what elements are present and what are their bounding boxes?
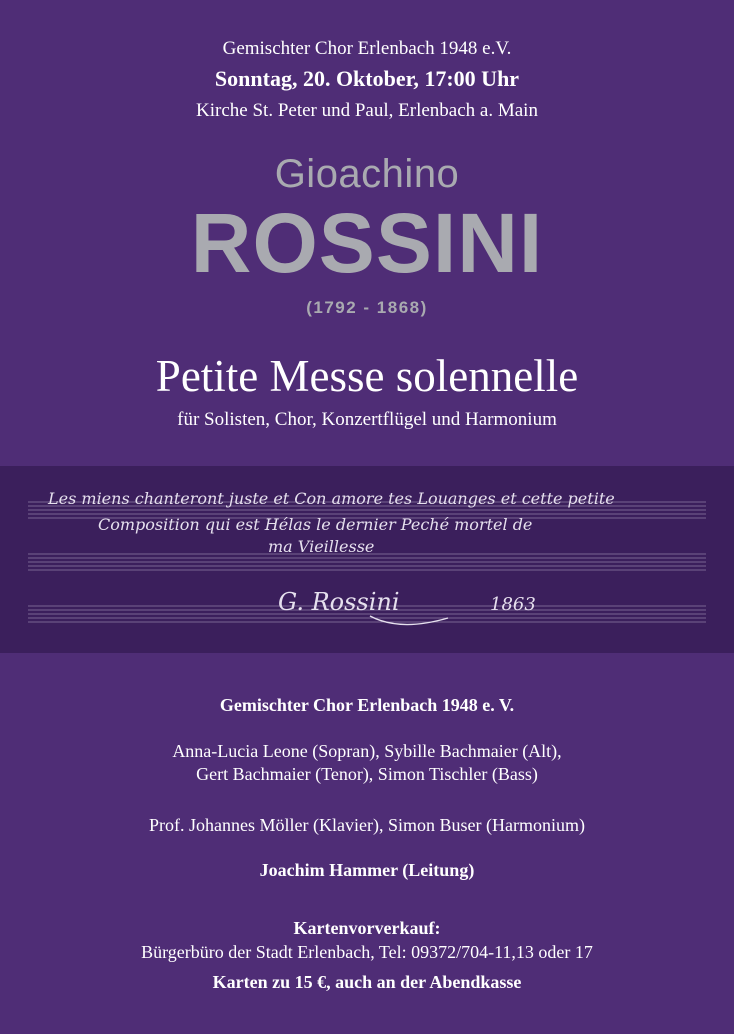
- manuscript-line-3: ma Vieillesse: [268, 537, 375, 556]
- manuscript-line-1: Les miens chanteront juste et Con amore tes Louanges et cette petite: [48, 489, 615, 508]
- composer-dates: (1792 - 1868): [306, 298, 428, 317]
- ticket-price: Karten zu 15 €, auch an der Abendkasse: [212, 972, 522, 992]
- ticket-office: Bürgerbüro der Stadt Erlenbach, Tel: 09372/704-11,13 oder 17: [141, 942, 593, 962]
- tickets-heading: Kartenvorverkauf:: [293, 918, 441, 938]
- choir-name: Gemischter Chor Erlenbach 1948 e. V.: [219, 695, 515, 715]
- manuscript-staff: [0, 466, 734, 653]
- signature-flourish: [370, 616, 448, 625]
- manuscript-line-2: Composition qui est Hélas le dernier Peché mortel de: [98, 515, 533, 534]
- composer-last-name: ROSSINI: [190, 196, 544, 290]
- conductor: Joachim Hammer (Leitung): [259, 860, 475, 880]
- soloists-line-2: Gert Bachmaier (Tenor), Simon Tischler (Bass): [196, 764, 538, 784]
- composer-first-name: Gioachino: [274, 152, 460, 196]
- concert-date: Sonntag, 20. Oktober, 17:00 Uhr: [214, 66, 520, 91]
- instrumentalists: Prof. Johannes Möller (Klavier), Simon Buser (Harmonium): [149, 815, 585, 835]
- manuscript-signature: G. Rossini: [278, 588, 400, 616]
- manuscript-image: [0, 466, 734, 653]
- work-title: Petite Messe solennelle: [155, 351, 579, 401]
- organizer: Gemischter Chor Erlenbach 1948 e.V.: [222, 38, 512, 59]
- soloists-line-1: Anna-Lucia Leone (Sopran), Sybille Bachmaier (Alt),: [172, 741, 562, 761]
- manuscript-year: 1863: [490, 594, 536, 615]
- work-subtitle: für Solisten, Chor, Konzertflügel und Harmonium: [177, 409, 557, 430]
- venue: Kirche St. Peter und Paul, Erlenbach a. Main: [196, 100, 538, 121]
